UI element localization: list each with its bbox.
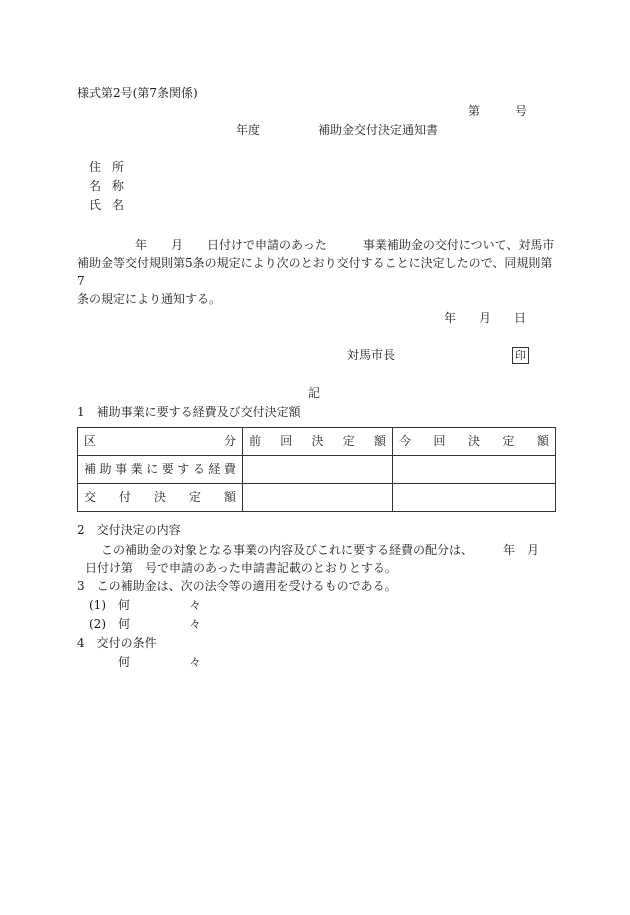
body-line-2: 補助金等交付規則第5条の規定により次のとおり交付することに決定したので、同規則第7 [77,256,553,288]
row-label-char: に [146,462,159,477]
date-day: 日 [514,311,527,325]
header-curr-char: 定 [502,434,515,449]
row-label-char: 費 [223,462,236,477]
section-3-item-1-mark: 々 [189,598,202,612]
header-curr-char: 額 [536,434,549,449]
person-label-2: 名 [112,198,125,212]
section-3-heading: 3 この補助金は、次の法令等の適用を受けるものである。 [77,579,397,593]
seal-mark: 印 [512,347,529,364]
body-line-1: 年 月 日付けで申請のあった 事業補助金の交付について、対馬市 [135,238,555,252]
body-line-3: 条の規定により通知する。 [77,292,222,306]
row-label-char: 交 [84,490,97,505]
date-month: 月 [479,311,492,325]
row-label-char: 決 [153,490,166,505]
body-paragraph [77,236,557,308]
row-label-char: 助 [99,462,112,477]
header-curr-char: 回 [433,434,446,449]
row-label-char: 付 [118,490,131,505]
row-label-char: 額 [223,490,236,505]
cell-current-grant [393,484,556,512]
header-curr-char: 決 [467,434,480,449]
ki-heading: 記 [308,386,321,400]
row-label-char: 定 [188,490,201,505]
issuer: 対馬市長 [347,348,396,362]
row-label-char: 事 [115,462,128,477]
row-label-char: 経 [208,462,221,477]
section-4-item-mark: 々 [189,655,202,669]
header-prev-char: 回 [280,434,293,449]
section-4-item-text: 何 [118,655,131,669]
section-4-heading: 4 交付の条件 [77,636,157,650]
section-3-item-2-text: 何 [118,617,131,631]
row-label-char: る [192,462,205,477]
header-curr-char: 今 [399,434,412,449]
address-label-1: 住 [89,160,102,174]
header-prev-char: 決 [311,434,324,449]
header-prev-char: 額 [373,434,386,449]
form-label: 様式第2号(第7条関係) [77,86,198,100]
table-header-row [78,428,556,456]
person-label-1: 氏 [89,198,102,212]
section-2-line-2: 日付け第 号で申請のあった申請書記載のとおりとする。 [85,561,397,575]
row-label-project-cost [78,456,243,484]
table-row [78,484,556,512]
row-label-char: 業 [130,462,143,477]
header-previous-amount [243,428,393,456]
cell-previous-grant [243,484,393,512]
doc-number-go: 号 [515,104,528,118]
document-title: 補助金交付決定通知書 [318,123,439,137]
header-category-char: 区 [84,434,97,449]
section-2-heading: 2 交付決定の内容 [77,523,181,537]
section-2-line-1: この補助金の対象となる事業の内容及びこれに要する経費の配分は、 年 月 [101,543,540,557]
table-row [78,456,556,484]
title-nendo: 年度 [236,123,261,137]
name-label-2: 称 [112,179,125,193]
row-label-char: 要 [161,462,174,477]
section-2-body [77,541,557,577]
row-label-char: す [177,462,190,477]
section-1-heading: 1 補助事業に要する経費及び交付決定額 [77,405,301,419]
cell-current-cost [393,456,556,484]
section-3-item-1-text: 何 [118,598,131,612]
section-3-item-2-mark: 々 [189,617,202,631]
header-prev-char: 前 [249,434,262,449]
cell-previous-cost [243,456,393,484]
doc-number-dai: 第 [468,104,481,118]
address-label-2: 所 [112,160,125,174]
header-category-char: 分 [223,434,236,449]
section-3-item-2-num: (2) [89,617,106,631]
row-label-grant-amount [78,484,243,512]
header-prev-char: 定 [342,434,355,449]
row-label-char: 補 [84,462,97,477]
name-label-1: 名 [89,179,102,193]
section-3-item-1-num: (1) [89,598,106,612]
date-year: 年 [444,311,457,325]
amount-table [77,427,556,512]
header-category [78,428,243,456]
header-current-amount [393,428,556,456]
